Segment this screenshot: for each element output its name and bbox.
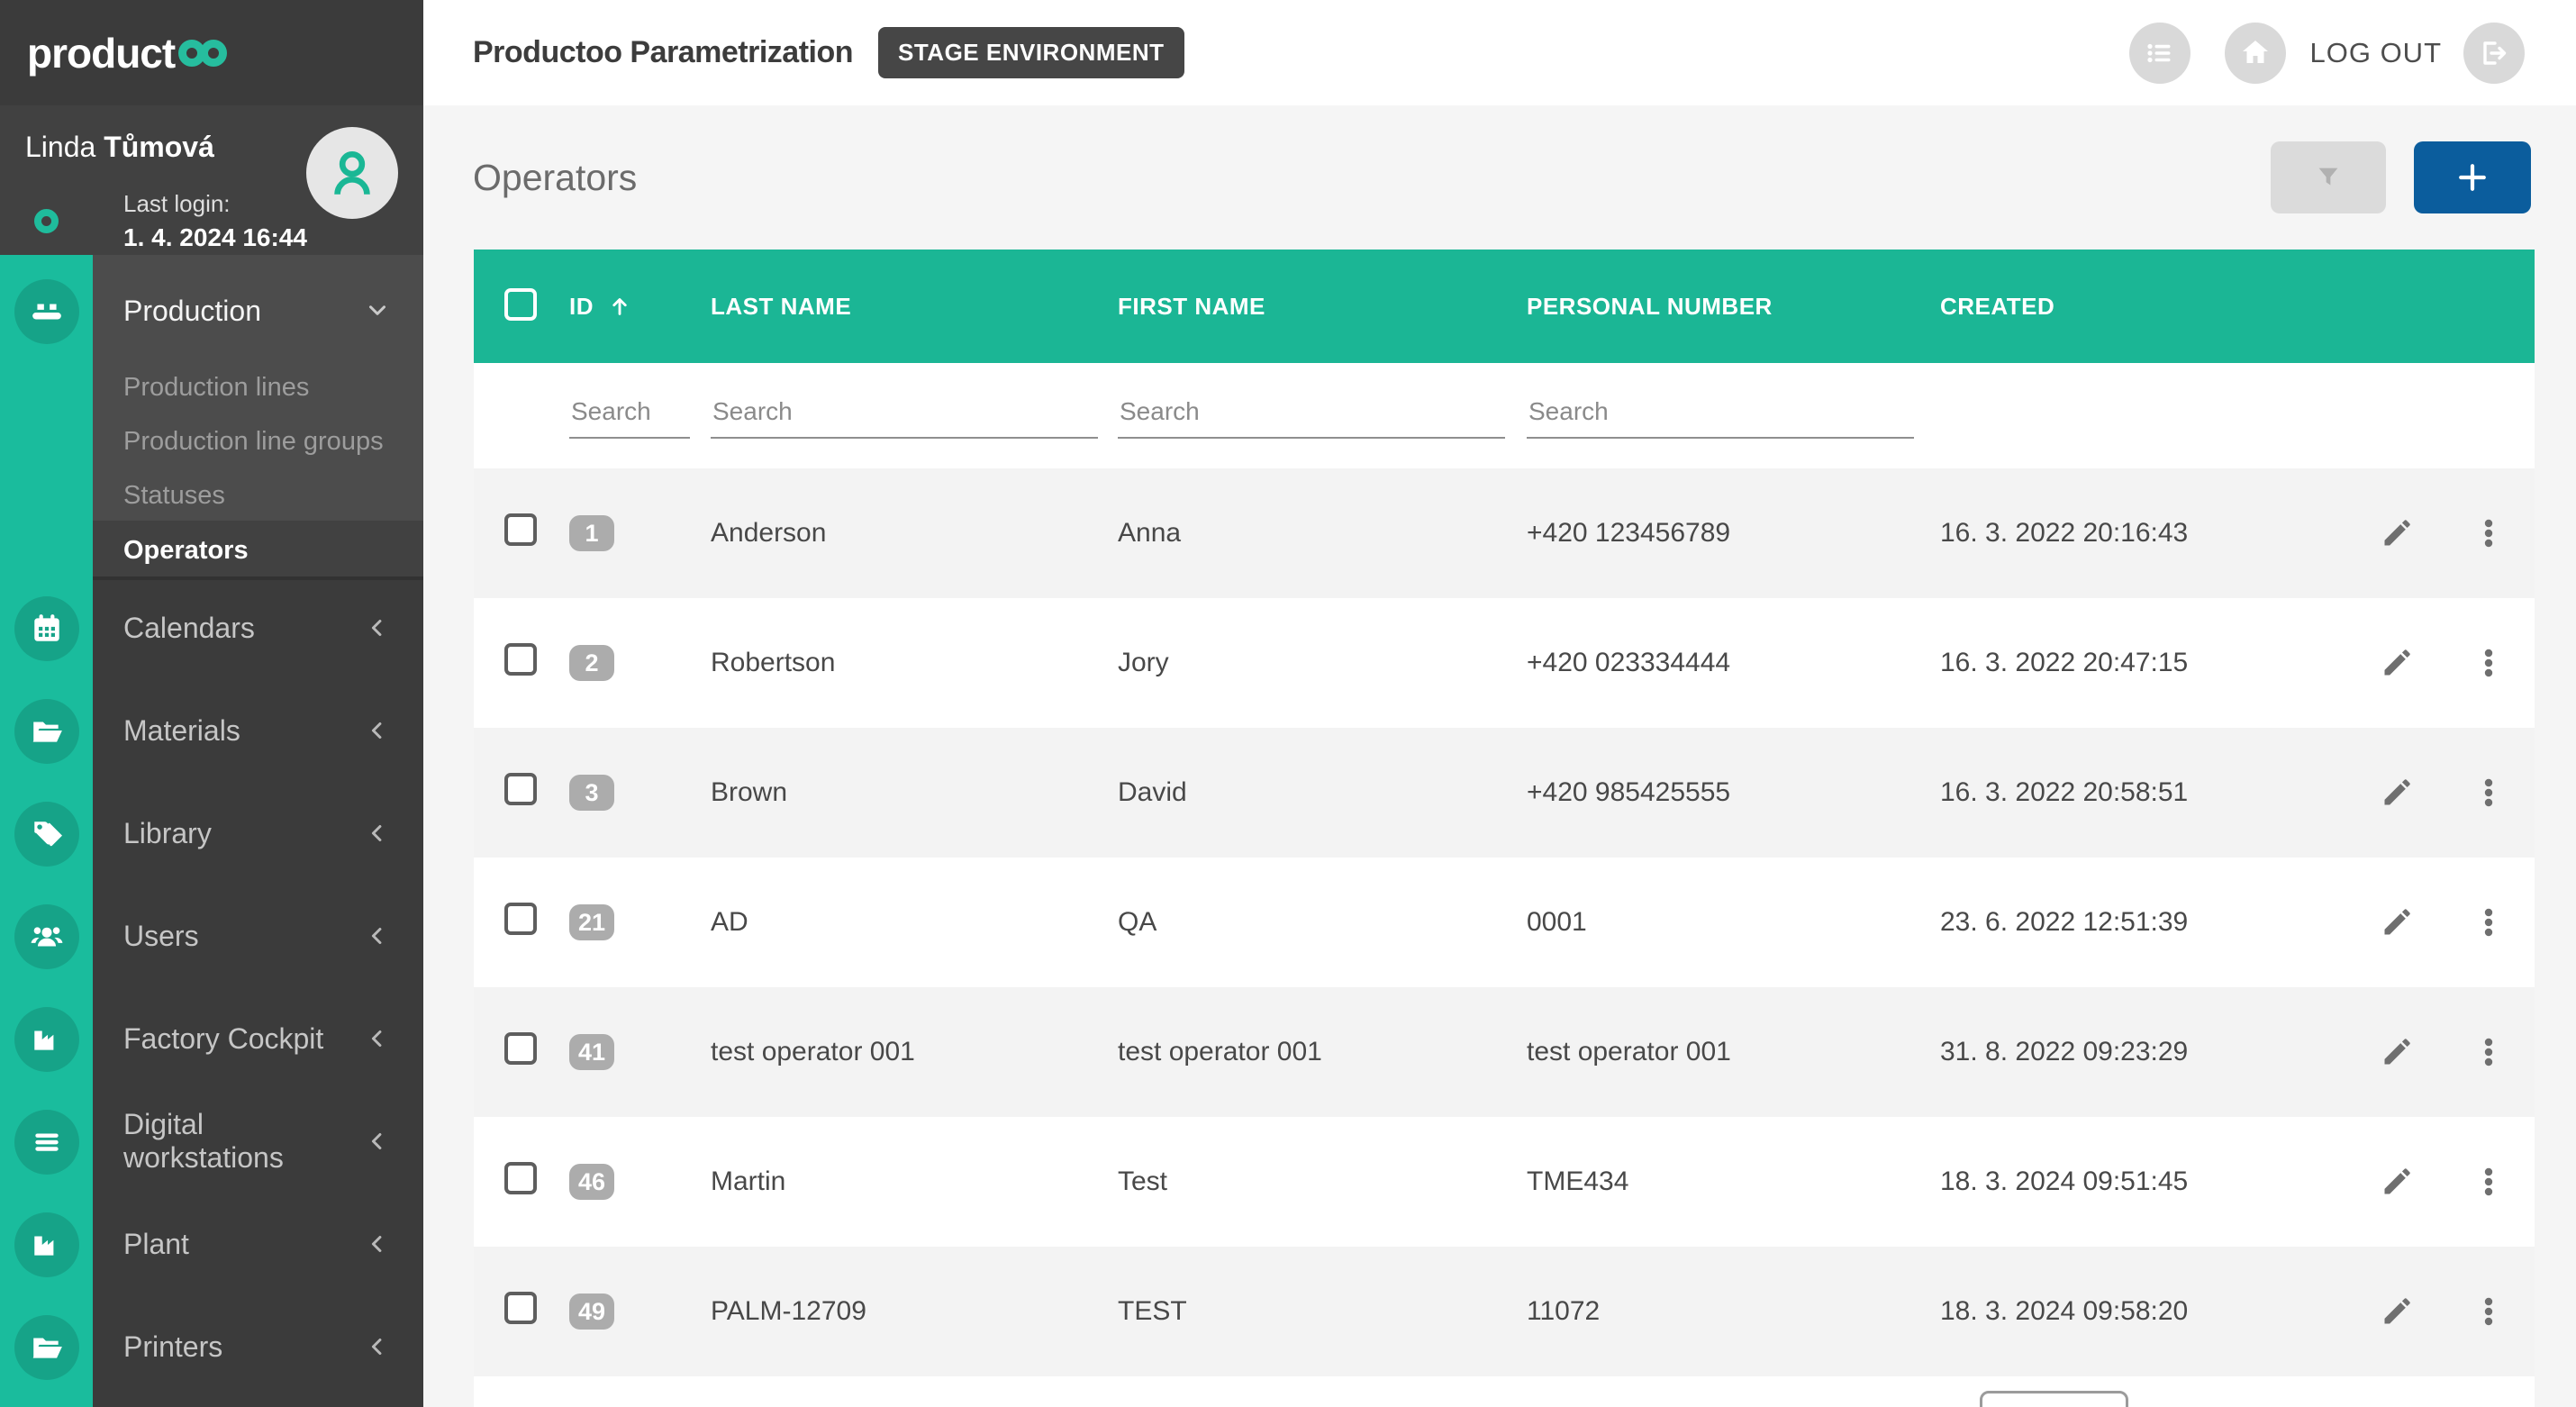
sidebar-item-plant[interactable]	[93, 1193, 423, 1295]
logo-text: product	[27, 29, 176, 77]
cell-edit	[2351, 1284, 2443, 1339]
cell-row-menu	[2443, 1025, 2535, 1079]
cell-id	[569, 1034, 711, 1070]
user-name: Linda Tůmová	[25, 131, 214, 163]
cell-created: 31. 8. 2022 09:23:29	[1940, 1037, 2189, 1067]
kebab-menu-icon	[2472, 1295, 2505, 1328]
cell-select	[504, 1032, 569, 1072]
row-menu-button[interactable]	[2462, 1155, 2516, 1209]
cell-personal-number: 11072	[1527, 1296, 1601, 1326]
users-icon	[30, 920, 64, 954]
sidebar-item-operators[interactable]	[93, 521, 423, 580]
cell-id	[569, 645, 711, 681]
rail-library-button[interactable]	[14, 802, 79, 867]
cell-edit	[2351, 636, 2443, 690]
sidebar-item-production[interactable]	[93, 255, 423, 367]
table-row	[474, 1117, 2535, 1247]
cell-last-name: Brown	[711, 777, 788, 807]
cell-row-menu	[2443, 895, 2535, 949]
edit-button[interactable]	[2370, 636, 2424, 690]
edit-button[interactable]	[2370, 895, 2424, 949]
avatar[interactable]	[306, 127, 398, 219]
id-badge: 3	[569, 775, 614, 811]
id-badge: 21	[569, 904, 614, 940]
table-row	[474, 858, 2535, 987]
id-badge: 49	[569, 1294, 614, 1330]
rail-users-button[interactable]	[14, 904, 79, 969]
cell-created: 23. 6. 2022 12:51:39	[1940, 907, 2189, 937]
table-header	[474, 250, 2535, 363]
row-checkbox[interactable]	[504, 903, 537, 935]
cell-last-name: Robertson	[711, 648, 836, 677]
select-all-checkbox[interactable]	[504, 288, 537, 321]
row-checkbox[interactable]	[504, 1032, 537, 1065]
cell-personal-number: test operator 001	[1527, 1037, 1731, 1067]
main-content	[423, 105, 2576, 1407]
pencil-icon	[2381, 1295, 2413, 1328]
plant-icon	[30, 1228, 64, 1262]
cell-last-name: PALM-12709	[711, 1296, 866, 1326]
sidebar-panel	[93, 255, 423, 1407]
cell-first-name: Test	[1118, 1166, 1168, 1196]
chevron-left-icon	[364, 614, 391, 641]
pencil-icon	[2381, 906, 2413, 939]
cell-select	[504, 1162, 569, 1202]
row-menu-button[interactable]	[2462, 1025, 2516, 1079]
materials-icon	[30, 714, 64, 749]
row-checkbox[interactable]	[504, 1292, 537, 1324]
chevron-left-icon	[364, 820, 391, 847]
sidebar-item-calendars[interactable]	[93, 576, 423, 679]
row-checkbox[interactable]	[504, 1162, 537, 1194]
cell-edit	[2351, 766, 2443, 820]
chevron-left-icon	[364, 922, 391, 949]
topbar	[423, 0, 2576, 105]
table-row	[474, 987, 2535, 1117]
table-row	[474, 598, 2535, 728]
cell-created: 16. 3. 2022 20:58:51	[1940, 777, 2189, 807]
sidebar-item-production-lines[interactable]	[93, 358, 423, 417]
chevron-left-icon	[364, 1025, 391, 1052]
cell-select	[504, 1292, 569, 1331]
kebab-menu-icon	[2472, 1166, 2505, 1198]
menu-list-button[interactable]	[2129, 23, 2191, 84]
sidebar-item-label: Calendars	[123, 611, 255, 644]
cell-first-name: test operator 001	[1118, 1037, 1322, 1067]
cell-edit	[2351, 1025, 2443, 1079]
environment-badge: STAGE ENVIRONMENT	[878, 27, 1184, 78]
cell-created: 18. 3. 2024 09:58:20	[1940, 1296, 2189, 1326]
row-menu-button[interactable]	[2462, 766, 2516, 820]
pencil-icon	[2381, 1036, 2413, 1068]
cell-id	[569, 1164, 711, 1200]
person-icon	[321, 141, 384, 204]
cell-id	[569, 1294, 711, 1330]
cell-select	[504, 773, 569, 812]
cell-id	[569, 775, 711, 811]
plus-icon	[2454, 159, 2490, 195]
cell-personal-number: +420 123456789	[1527, 518, 1731, 548]
cell-personal-number: +420 023334444	[1527, 648, 1731, 677]
kebab-menu-icon	[2472, 1036, 2505, 1068]
rail-digital-workstations-button[interactable]	[14, 1110, 79, 1175]
online-status-icon	[34, 209, 59, 233]
user-panel	[0, 105, 423, 255]
sidebar-item-production-line-groups[interactable]	[93, 412, 423, 471]
cell-first-name: TEST	[1118, 1296, 1187, 1326]
edit-button[interactable]	[2370, 766, 2424, 820]
sidebar-item-label: Materials	[123, 713, 240, 747]
sidebar-subitem-label: Statuses	[123, 480, 225, 510]
cell-created: 16. 3. 2022 20:47:15	[1940, 648, 2189, 677]
row-menu-button[interactable]	[2462, 1284, 2516, 1339]
edit-button[interactable]	[2370, 1025, 2424, 1079]
last-login-label: Last login:	[123, 190, 231, 217]
topbar-actions	[2129, 23, 2525, 84]
cell-created: 18. 3. 2024 09:51:45	[1940, 1166, 2189, 1196]
cell-personal-number: +420 985425555	[1527, 777, 1731, 807]
id-badge: 41	[569, 1034, 614, 1070]
cell-first-name: Jory	[1118, 648, 1169, 677]
kebab-menu-icon	[2472, 776, 2505, 809]
cell-edit	[2351, 895, 2443, 949]
cell-first-name: David	[1118, 777, 1187, 807]
home-icon	[2239, 37, 2272, 69]
table-row	[474, 728, 2535, 858]
search-last-name-input[interactable]	[711, 394, 1098, 439]
sign-out-icon	[2478, 37, 2510, 69]
cell-last-name: AD	[711, 907, 748, 937]
add-operator-button[interactable]	[2414, 141, 2531, 213]
sidebar-item-label: Library	[123, 816, 212, 849]
sidebar-item-digital-workstations[interactable]	[93, 1090, 423, 1193]
edit-button[interactable]	[2370, 1155, 2424, 1209]
sidebar-item-label: Users	[123, 919, 199, 952]
cell-first-name: QA	[1118, 907, 1157, 937]
kebab-menu-icon	[2472, 906, 2505, 939]
rail-production-button[interactable]	[14, 279, 79, 344]
logout-button[interactable]	[2463, 23, 2525, 84]
sidebar-item-statuses[interactable]	[93, 466, 423, 525]
filter-button[interactable]	[2271, 141, 2386, 213]
search-personal-number-input[interactable]	[1527, 394, 1914, 439]
library-icon	[30, 817, 64, 851]
table-body	[474, 468, 2535, 1376]
search-first-name-input[interactable]	[1118, 394, 1505, 439]
table-footer	[474, 1376, 2535, 1407]
cell-select	[504, 513, 569, 553]
sidebar-group-production	[93, 255, 423, 576]
cell-row-menu	[2443, 1284, 2535, 1339]
sidebar-item-label: Production	[123, 294, 261, 327]
row-checkbox[interactable]	[504, 513, 537, 546]
id-badge: 46	[569, 1164, 614, 1200]
rail-printers-button[interactable]	[14, 1315, 79, 1380]
production-icon	[30, 295, 64, 329]
cell-id	[569, 515, 711, 551]
cell-last-name: Martin	[711, 1166, 786, 1196]
row-checkbox[interactable]	[504, 773, 537, 805]
column-header-first-name[interactable]: FIRST NAME	[1118, 292, 1265, 320]
sidebar-subitem-label: Production lines	[123, 372, 310, 402]
rail-factory-cockpit-button[interactable]	[14, 1007, 79, 1072]
sidebar-item-materials[interactable]	[93, 679, 423, 782]
cell-edit	[2351, 506, 2443, 560]
sidebar-item-library[interactable]	[93, 782, 423, 885]
cell-row-menu	[2443, 1155, 2535, 1209]
column-header-personal-number[interactable]: PERSONAL NUMBER	[1527, 292, 1773, 320]
cell-created: 16. 3. 2022 20:16:43	[1940, 518, 2189, 548]
pencil-icon	[2381, 647, 2413, 679]
cell-row-menu	[2443, 636, 2535, 690]
bullet-list-icon	[2144, 37, 2176, 69]
last-login	[123, 190, 307, 252]
column-header-id[interactable]: ID	[569, 293, 711, 321]
row-menu-button[interactable]	[2462, 895, 2516, 949]
sidebar-icon-rail	[0, 255, 93, 1407]
logout-label[interactable]: LOG OUT	[2309, 36, 2442, 68]
operators-table	[474, 250, 2535, 1407]
row-checkbox[interactable]	[504, 643, 537, 676]
search-id-input[interactable]	[569, 394, 690, 439]
chevron-left-icon	[364, 1230, 391, 1257]
table-row	[474, 1247, 2535, 1376]
sidebar-subitem-label: Operators	[123, 535, 249, 565]
edit-button[interactable]	[2370, 506, 2424, 560]
cell-personal-number: TME434	[1527, 1166, 1629, 1196]
app-logo[interactable]	[0, 0, 423, 105]
sidebar-item-label: Digital workstations	[123, 1108, 284, 1174]
funnel-icon	[2313, 162, 2344, 193]
cell-last-name: Anderson	[711, 518, 827, 548]
chevron-left-icon	[364, 1333, 391, 1360]
logo-oo-icon	[178, 40, 227, 67]
row-menu-button[interactable]	[2462, 506, 2516, 560]
app-title: Productoo Parametrization	[473, 35, 854, 69]
sidebar	[0, 0, 423, 1407]
cell-row-menu	[2443, 506, 2535, 560]
calendars-icon	[30, 612, 64, 646]
id-badge: 2	[569, 645, 614, 681]
cell-personal-number: 0001	[1527, 907, 1587, 937]
table-search-row	[474, 363, 2535, 468]
sort-ascending-icon	[606, 293, 633, 320]
sidebar-item-label: Factory Cockpit	[123, 1021, 324, 1055]
rail-calendars-button[interactable]	[14, 596, 79, 661]
printers-icon	[30, 1330, 64, 1365]
page-actions	[2271, 141, 2531, 213]
pencil-icon	[2381, 1166, 2413, 1198]
sidebar-item-label: Plant	[123, 1227, 189, 1260]
last-login-value: 1. 4. 2024 16:44	[123, 223, 307, 251]
column-header-last-name[interactable]: LAST NAME	[711, 292, 852, 320]
kebab-menu-icon	[2472, 517, 2505, 549]
cell-row-menu	[2443, 766, 2535, 820]
table-row	[474, 468, 2535, 598]
home-button[interactable]	[2225, 23, 2286, 84]
sidebar-item-label: Printers	[123, 1330, 223, 1363]
sidebar-item-users[interactable]	[93, 885, 423, 987]
pagination-box[interactable]	[1980, 1391, 2128, 1407]
cell-edit	[2351, 1155, 2443, 1209]
cell-first-name: Anna	[1118, 518, 1182, 548]
row-menu-button[interactable]	[2462, 636, 2516, 690]
factory-cockpit-icon	[30, 1022, 64, 1057]
cell-last-name: test operator 001	[711, 1037, 915, 1067]
pencil-icon	[2381, 776, 2413, 809]
id-badge: 1	[569, 515, 614, 551]
sidebar-subitem-label: Production line groups	[123, 426, 384, 456]
chevron-down-icon	[364, 297, 391, 324]
page-title: Operators	[473, 156, 638, 198]
column-header-created[interactable]: CREATED	[1940, 292, 2055, 320]
sidebar-item-factory-cockpit[interactable]	[93, 987, 423, 1090]
digital-workstations-icon	[30, 1125, 64, 1159]
sidebar-item-printers[interactable]	[93, 1295, 423, 1398]
chevron-left-icon	[364, 1128, 391, 1155]
pencil-icon	[2381, 517, 2413, 549]
edit-button[interactable]	[2370, 1284, 2424, 1339]
cell-id	[569, 904, 711, 940]
cell-select	[504, 643, 569, 683]
rail-materials-button[interactable]	[14, 699, 79, 764]
cell-select	[504, 903, 569, 942]
rail-plant-button[interactable]	[14, 1212, 79, 1277]
sidebar-menu	[0, 255, 423, 1407]
page-header	[423, 105, 2576, 250]
kebab-menu-icon	[2472, 647, 2505, 679]
chevron-left-icon	[364, 717, 391, 744]
